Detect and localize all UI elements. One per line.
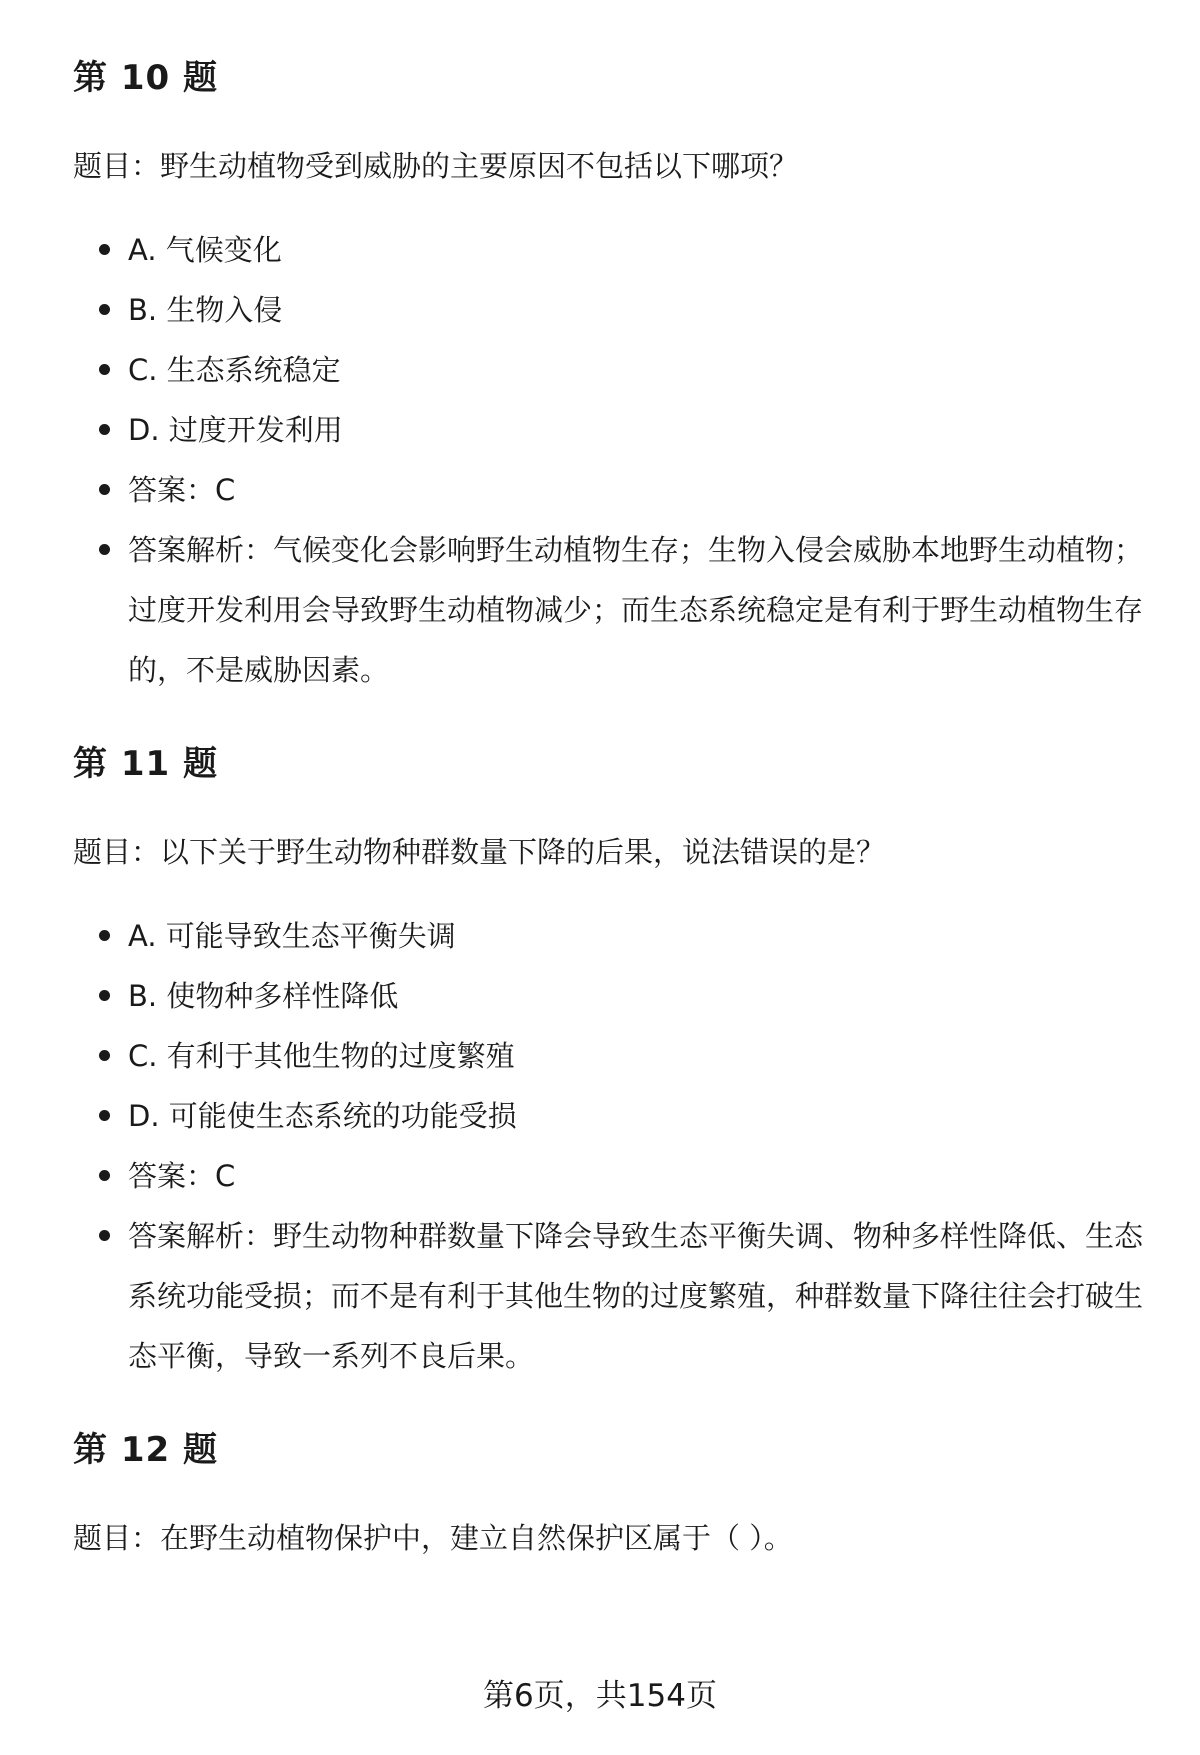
question-title: 第 11 题	[73, 744, 218, 784]
answer: 答案：C	[73, 1146, 1143, 1206]
option-d: D. 可能使生态系统的功能受损	[73, 1086, 1143, 1146]
option-a: A. 可能导致生态平衡失调	[73, 906, 1143, 966]
option-b: B. 生物入侵	[73, 280, 1143, 340]
question-stem: 题目：野生动植物受到威胁的主要原因不包括以下哪项？	[73, 149, 799, 183]
answer-analysis: 答案解析：野生动物种群数量下降会导致生态平衡失调、物种多样性降低、生态系统功能受损；而不是有利于其他生物的过度繁殖，种群数量下降往往会打破生态平衡，导致一系列不良后果。	[73, 1206, 1143, 1386]
question-title: 第 10 题	[73, 58, 218, 98]
question-stem: 题目：在野生动植物保护中，建立自然保护区属于（ ）。	[73, 1521, 793, 1555]
question-11	[73, 744, 1143, 1386]
question-title: 第 12 题	[73, 1430, 218, 1470]
option-list	[73, 220, 1143, 700]
answer-analysis: 答案解析：气候变化会影响野生动植物生存；生物入侵会威胁本地野生动植物；过度开发利用会导致野生动植物减少；而生态系统稳定是有利于野生动植物生存的，不是威胁因素。	[73, 520, 1143, 700]
answer: 答案：C	[73, 460, 1143, 520]
option-d: D. 过度开发利用	[73, 400, 1143, 460]
question-10	[73, 58, 1143, 700]
question-stem: 题目：以下关于野生动物种群数量下降的后果，说法错误的是？	[73, 835, 886, 869]
option-b: B. 使物种多样性降低	[73, 966, 1143, 1026]
option-a: A. 气候变化	[73, 220, 1143, 280]
option-c: C. 生态系统稳定	[73, 340, 1143, 400]
page-footer: 第6页，共154页	[483, 1678, 717, 1714]
document-content	[73, 58, 1143, 1592]
option-c: C. 有利于其他生物的过度繁殖	[73, 1026, 1143, 1086]
option-list	[73, 906, 1143, 1386]
question-12	[73, 1430, 1143, 1558]
